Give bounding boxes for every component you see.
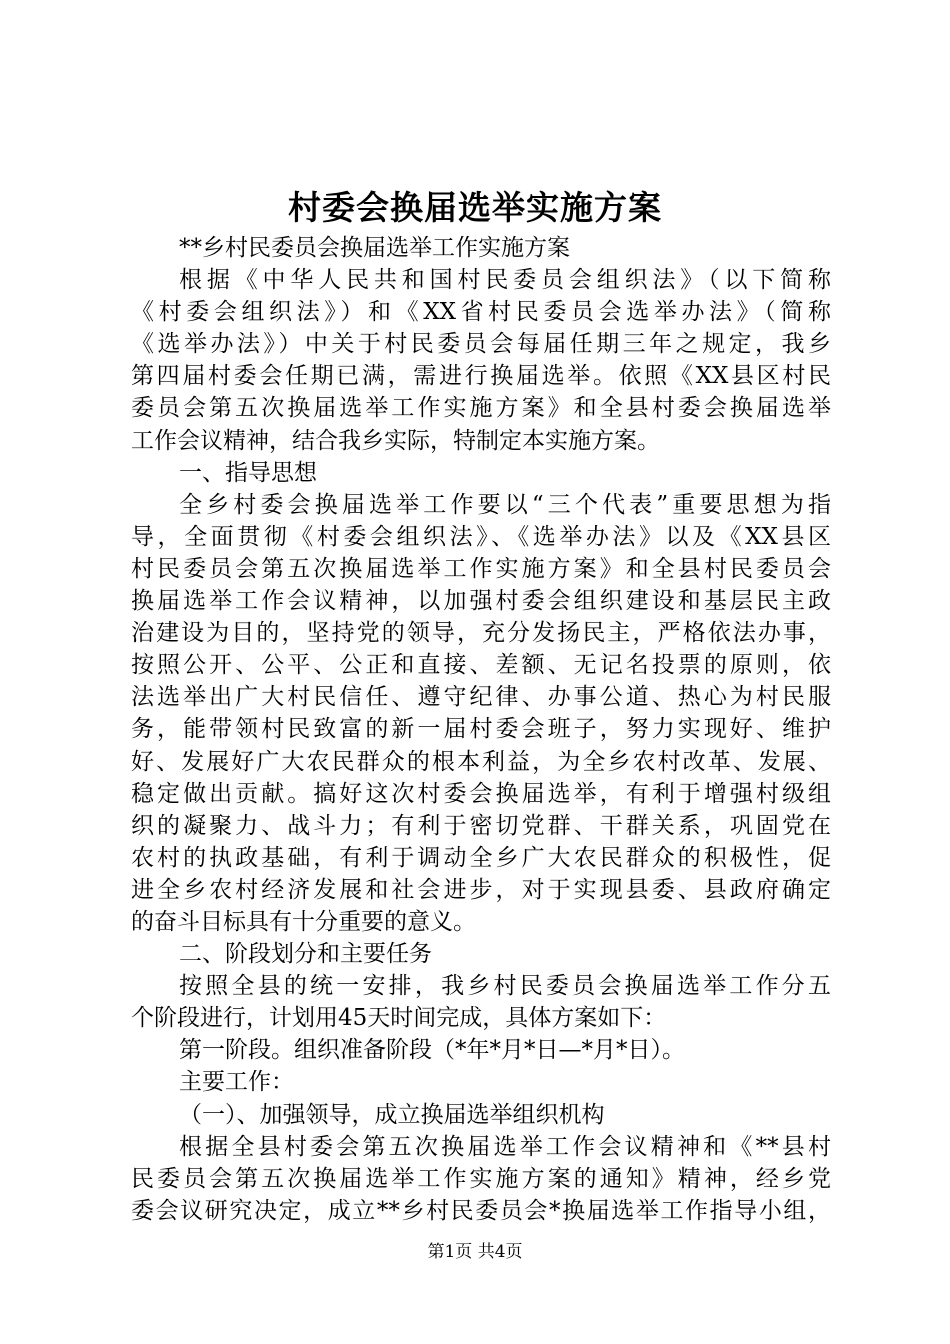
body-line: 根据《中华人民共和国村民委员会组织法》（以下简称 (179, 267, 831, 294)
body-line: 农村的执政基础，有利于调动全乡广大农民群众的积极性，促 (131, 844, 831, 871)
page-footer: 第1页 共4页 (427, 1242, 523, 1262)
body-line: 导，全面贯彻《村委会组织法》、《选举办法》以及《XX县区 (131, 523, 831, 550)
body-line: 换届选举工作会议精神，以加强村委会组织建设和基层民主政 (131, 588, 831, 615)
body-line: 工作会议精神，结合我乡实际，特制定本实施方案。 (131, 427, 660, 454)
body-line: 按照全县的统一安排，我乡村民委员会换届选举工作分五 (179, 973, 831, 1000)
body-line: 民委员会第五次换届选举工作实施方案的通知》精神，经乡党 (131, 1165, 831, 1192)
body-line: 治建设为目的，坚持党的领导，充分发扬民主，严格依法办事， (131, 620, 831, 647)
body-line: 村民委员会第五次换届选举工作实施方案》和全县村民委员会 (131, 555, 831, 582)
body-line: 委员会第五次换届选举工作实施方案》和全县村委会换届选举 (131, 395, 831, 422)
body-line: 委会议研究决定，成立**乡村民委员会*换届选举工作指导小组， (131, 1197, 831, 1224)
body-line: 全乡村委会换届选举工作要以“三个代表”重要思想为指 (179, 491, 831, 518)
document-title: 村委会换届选举实施方案 (288, 188, 662, 227)
body-line: 《选举办法》）中关于村民委员会每届任期三年之规定，我乡 (131, 331, 831, 358)
body-line: 第四届村委会任期已满，需进行换届选举。依照《XX县区村民 (131, 363, 831, 390)
body-line: 《村委会组织法》）和《XX省村民委员会选举办法》（简称 (131, 299, 831, 326)
body-line: 织的凝聚力、战斗力；有利于密切党群、干群关系，巩固党在 (131, 812, 831, 839)
body-line: **乡村民委员会换届选举工作实施方案 (179, 235, 570, 261)
body-line: 进全乡农村经济发展和社会进步，对于实现县委、县政府确定 (131, 876, 831, 903)
body-line: 的奋斗目标具有十分重要的意义。 (131, 908, 476, 935)
body-line: 务，能带领村民致富的新一届村委会班子，努力实现好、维护 (131, 716, 831, 743)
body-line: 稳定做出贡献。搞好这次村委会换届选举，有利于增强村级组 (131, 780, 831, 807)
body-line: 法选举出广大村民信任、遵守纪律、办事公道、热心为村民服 (131, 684, 831, 711)
body-line: 主要工作： (179, 1069, 294, 1096)
body-line: 二、阶段划分和主要任务 (179, 941, 432, 968)
body-line: 个阶段进行，计划用45天时间完成，具体方案如下： (131, 1005, 667, 1032)
body-line: 根据全县村委会第五次换届选举工作会议精神和《**县村 (179, 1133, 831, 1160)
body-line: 一、指导思想 (179, 459, 317, 486)
body-line: 按照公开、公平、公正和直接、差额、无记名投票的原则，依 (131, 652, 831, 679)
body-line: （一）、加强领导，成立换届选举组织机构 (179, 1101, 605, 1128)
document-body (131, 232, 831, 1227)
body-line: 好、发展好广大农民群众的根本利益，为全乡农村改革、发展、 (131, 748, 831, 775)
body-line: 第一阶段。组织准备阶段（*年*月*日—*月*日）。 (179, 1037, 685, 1064)
